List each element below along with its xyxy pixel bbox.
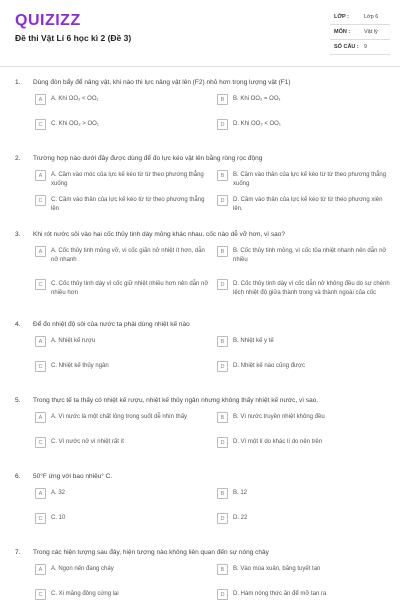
option-letter-box: D (217, 513, 228, 524)
question-3 (0, 228, 400, 318)
option-letter-box: B (217, 170, 228, 181)
option-letter-box: D (217, 195, 228, 206)
option-text: A. 32 (51, 490, 66, 496)
question-6 (0, 470, 400, 546)
option-text: D. Khi OO₂ < OO₁ (233, 121, 281, 127)
quizizz-logo: QUIZIZZ (15, 12, 81, 29)
meta-box (330, 11, 390, 56)
option-text: D. Hàm nóng thức ăn để mỡ tan ra (233, 591, 327, 597)
option-letter-box: B (217, 488, 228, 499)
option-text: D. Vì một lí do khác lí do nên trên (233, 439, 323, 445)
question-text: Dùng đòn bẩy để nâng vật, khi nào thì lực nâng vật lên (F2) nhỏ hơn trọng lượng vật (F1) (33, 79, 291, 86)
option-letter-box: D (217, 437, 228, 448)
option-text: B. Nhiệt kế y tế (233, 338, 274, 344)
option-text: D. 22 (233, 515, 248, 521)
question-number: 2. (15, 155, 21, 162)
option-text: B. 12 (233, 490, 248, 496)
option-text: D. Nhiệt kế nào cũng được (233, 363, 305, 369)
option-text: B. Khi OO₂ = OO₁ (233, 96, 281, 102)
page-header (0, 0, 400, 66)
option-letter-box: B (217, 336, 228, 347)
option-text: A. Cốc thủy tinh mỏng vỡ, vì cốc giãn nở nhiệt ít hơn, dẫn nở nhanh (51, 248, 205, 263)
option-letter-box: C (35, 195, 46, 206)
option-text: B. Vì nước truyền nhiệt không đều (233, 414, 325, 420)
meta-row-count (330, 41, 390, 55)
option-letter-box: D (217, 361, 228, 372)
option-letter-box: B (217, 246, 228, 257)
meta-key: LỚP : (334, 14, 349, 20)
page-title: Đề thi Vật Lí 6 học kì 2 (Đề 3) (15, 33, 132, 43)
option-letter-box: C (35, 361, 46, 372)
option-text: C. Khi OO₂ > OO₁ (51, 121, 99, 127)
question-number: 5. (15, 397, 21, 404)
option-letter-box: C (35, 437, 46, 448)
option-text: A. Khi OO₂ < OO₁ (51, 96, 99, 102)
meta-value: Lớp 6 (364, 14, 379, 20)
question-2 (0, 152, 400, 228)
header-divider (0, 66, 400, 67)
meta-row-subject (330, 26, 390, 40)
question-text: Trong các hiện tượng sau đây, hiện tượng nào không liên quan đến sự nóng chảy (33, 549, 269, 556)
option-letter-box: D (217, 279, 228, 290)
option-text: C. Cầm vào thân của lực kế kéo từ từ theo phương thẳng lên (51, 197, 205, 212)
question-list (0, 76, 400, 600)
question-number: 3. (15, 231, 21, 238)
option-letter-box: C (35, 279, 46, 290)
option-letter-box: A (35, 564, 46, 575)
option-text: C. 10 (51, 515, 66, 521)
option-letter-box: A (35, 94, 46, 105)
option-letter-box: D (217, 119, 228, 130)
meta-value: Vật lý (364, 29, 378, 35)
option-text: B. Cầm vào thân của lực kế kéo từ từ theo phương thẳng xuống (233, 172, 387, 187)
question-number: 4. (15, 321, 21, 328)
option-text: A. Cầm vào móc của lực kế kéo từ từ theo phương thẳng xuống (51, 172, 204, 187)
question-4 (0, 318, 400, 394)
question-text: Trong thực tế ta thấy có nhiệt kế rượu, nhiệt kế thủy ngân nhưng không thấy nhiệt kế nước, vì sao. (33, 397, 319, 404)
option-letter-box: A (35, 412, 46, 423)
option-text: C. Nhiệt kế thủy ngân (51, 363, 109, 369)
option-text: C. Vì nước nở vì nhiệt rất ít (51, 439, 124, 445)
question-text: 50°F ứng với bao nhiêu° C. (33, 473, 113, 480)
option-letter-box: B (217, 94, 228, 105)
option-letter-box: A (35, 170, 46, 181)
option-letter-box: A (35, 246, 46, 257)
question-7 (0, 546, 400, 600)
option-text: B. Cốc thủy tinh mỏng, vì cốc tỏa nhiệt nhanh nên dẫn nở nhiều (233, 248, 387, 263)
option-text: C. Cốc thủy tinh dày vì cốc giữ nhiệt nhiều hơn nên dẫn nở nhiều hơn (51, 281, 209, 296)
question-5 (0, 394, 400, 470)
option-text: D. Cốc thủy tinh dày vì cốc dẫn nở không đều do sự chênh lệch nhiệt độ giữa thành trong và thành ngoài của cốc (233, 281, 390, 296)
question-number: 7. (15, 549, 21, 556)
meta-value: 9 (364, 44, 368, 50)
question-text: Khi rót nước sôi vào hai cốc thủy tinh dày mỏng khác nhau, cốc nào dễ vỡ hơn, vì sao? (33, 231, 286, 238)
question-text: Để đo nhiệt độ sôi của nước ta phải dùng nhiệt kế nào (33, 321, 190, 328)
option-letter-box: A (35, 336, 46, 347)
question-number: 6. (15, 473, 21, 480)
option-text: B. Vào mùa xuân, băng tuyết tan (233, 566, 321, 572)
question-text: Trường hợp nào dưới đây được dùng để đo lực kéo vật lên bằng ròng rọc động (33, 155, 263, 162)
option-letter-box: C (35, 119, 46, 130)
option-letter-box: A (35, 488, 46, 499)
option-letter-box: D (217, 589, 228, 600)
meta-key: MÔN : (334, 29, 351, 35)
meta-row-class (330, 11, 390, 25)
option-letter-box: B (217, 564, 228, 575)
option-text: D. Cầm vào thân của lực kế kéo từ từ theo phương xiên lên. (233, 197, 383, 212)
option-text: C. Xi măng đông cứng lại (51, 591, 119, 597)
question-number: 1. (15, 79, 21, 86)
option-text: A. Vì nước là một chất lỏng trong suốt dễ nhìn thấy (51, 414, 188, 420)
option-text: A. Nhiệt kế rượu (51, 338, 96, 344)
meta-key: SỐ CÂU : (334, 44, 359, 50)
option-letter-box: C (35, 589, 46, 600)
option-letter-box: C (35, 513, 46, 524)
question-1 (0, 76, 400, 152)
option-text: A. Ngọn nến đang cháy (51, 566, 114, 572)
option-letter-box: B (217, 412, 228, 423)
